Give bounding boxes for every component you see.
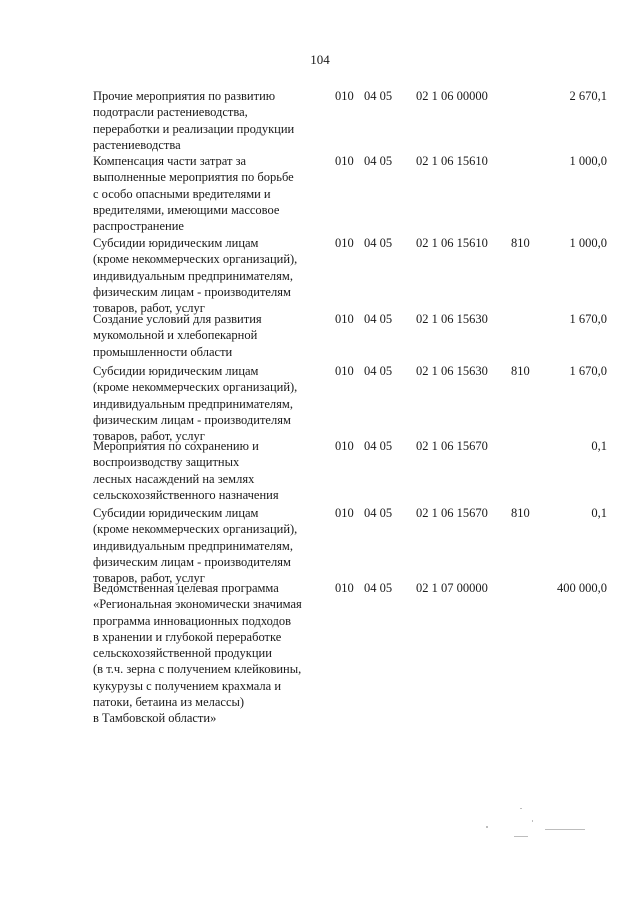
row-name-line: (в т.ч. зерна с получением клейковины, <box>93 662 302 677</box>
row-name-line: патоки, бетаина из мелассы) <box>93 695 245 710</box>
target-article-code: 02 1 06 15670 <box>416 506 488 520</box>
row-name-line: товаров, работ, услуг <box>93 301 205 316</box>
row-name-line: переработки и реализации продукции <box>93 121 295 136</box>
row-name-line: Субсидии юридическим лицам <box>93 236 259 250</box>
row-name-line: Прочие мероприятия по развитию <box>93 89 276 103</box>
target-article-code: 02 1 06 15610 <box>416 154 488 168</box>
row-name-line: распространение <box>93 219 184 234</box>
row-name-line: товаров, работ, услуг <box>93 571 205 586</box>
row-name-line: подотрасли растениеводства, <box>93 105 248 120</box>
row-name-line: вредителями, имеющими массовое <box>93 202 280 217</box>
amount-value: 1 000,0 <box>569 154 607 168</box>
row-name <box>93 363 325 444</box>
row-name-line: физическим лицам - производителям <box>93 554 291 569</box>
row-name-line: в хранении и глубокой переработке <box>93 629 282 644</box>
expense-type-code: 810 <box>511 364 530 378</box>
row-name-line: промышленности области <box>93 344 233 359</box>
row-name-line: в Тамбовской области» <box>93 711 217 726</box>
admin-code: 010 <box>335 236 354 250</box>
amount-value: 0,1 <box>591 439 607 453</box>
row-name <box>93 235 325 316</box>
amount-value: 1 000,0 <box>569 236 607 250</box>
amount-value: 2 670,1 <box>569 89 607 103</box>
row-name-line: индивидуальным предпринимателям, <box>93 396 293 411</box>
amount-value: 400 000,0 <box>557 581 607 595</box>
section-code: 04 05 <box>364 312 393 326</box>
section-code: 04 05 <box>364 364 393 378</box>
row-name-line: мукомольной и хлебопекарной <box>93 328 258 343</box>
row-name <box>93 153 325 234</box>
row-name <box>93 311 325 360</box>
section-code: 04 05 <box>364 236 393 250</box>
scan-speck <box>486 826 488 828</box>
scan-speck <box>545 829 585 830</box>
row-name-line: сельскохозяйственной продукции <box>93 646 272 661</box>
target-article-code: 02 1 06 15610 <box>416 236 488 250</box>
row-name-line: (кроме некоммерческих организаций), <box>93 522 298 537</box>
scan-speck <box>514 836 528 837</box>
row-name-line: (кроме некоммерческих организаций), <box>93 252 298 267</box>
row-name-line: «Региональная экономически значимая <box>93 597 302 612</box>
row-name-line: кукурузы с получением крахмала и <box>93 678 282 693</box>
row-name-line: Компенсация части затрат за <box>93 154 247 168</box>
row-name-line: лесных насаждений на землях <box>93 471 255 486</box>
admin-code: 010 <box>335 364 354 378</box>
target-article-code: 02 1 06 00000 <box>416 89 488 103</box>
section-code: 04 05 <box>364 506 393 520</box>
page-number: 104 <box>310 52 330 67</box>
row-name <box>93 438 325 503</box>
amount-value: 1 670,0 <box>569 312 607 326</box>
row-name-line: товаров, работ, услуг <box>93 429 205 444</box>
row-name-line: воспроизводству защитных <box>93 455 240 470</box>
row-name-line: растениеводства <box>93 137 181 152</box>
row-name-line: Мероприятия по сохранению и <box>93 439 259 453</box>
row-name <box>93 580 325 727</box>
target-article-code: 02 1 06 15670 <box>416 439 488 453</box>
admin-code: 010 <box>335 581 354 595</box>
admin-code: 010 <box>335 506 354 520</box>
section-code: 04 05 <box>364 439 393 453</box>
expense-type-code: 810 <box>511 506 530 520</box>
row-name-line: физическим лицам - производителям <box>93 284 291 299</box>
row-name-line: с особо опасными вредителями и <box>93 186 271 201</box>
row-name-line: физическим лицам - производителям <box>93 412 291 427</box>
target-article-code: 02 1 06 15630 <box>416 364 488 378</box>
admin-code: 010 <box>335 89 354 103</box>
row-name-line: программа инновационных подходов <box>93 613 292 628</box>
scan-speck <box>532 820 533 822</box>
row-name-line: Ведомственная целевая программа <box>93 581 279 595</box>
row-name <box>93 88 325 153</box>
row-name-line: Субсидии юридическим лицам <box>93 364 259 378</box>
row-name-line: Создание условий для развития <box>93 312 262 326</box>
expense-type-code: 810 <box>511 236 530 250</box>
row-name-line: выполненные мероприятия по борьбе <box>93 170 294 185</box>
amount-value: 0,1 <box>591 506 607 520</box>
row-name-line: Субсидии юридическим лицам <box>93 506 259 520</box>
admin-code: 010 <box>335 312 354 326</box>
target-article-code: 02 1 06 15630 <box>416 312 488 326</box>
admin-code: 010 <box>335 439 354 453</box>
scan-speck <box>520 808 522 809</box>
section-code: 04 05 <box>364 581 393 595</box>
row-name-line: (кроме некоммерческих организаций), <box>93 380 298 395</box>
section-code: 04 05 <box>364 89 393 103</box>
row-name-line: сельскохозяйственного назначения <box>93 487 279 502</box>
section-code: 04 05 <box>364 154 393 168</box>
target-article-code: 02 1 07 00000 <box>416 581 488 595</box>
row-name-line: индивидуальным предпринимателям, <box>93 268 293 283</box>
amount-value: 1 670,0 <box>569 364 607 378</box>
row-name-line: индивидуальным предпринимателям, <box>93 538 293 553</box>
admin-code: 010 <box>335 154 354 168</box>
row-name <box>93 505 325 586</box>
